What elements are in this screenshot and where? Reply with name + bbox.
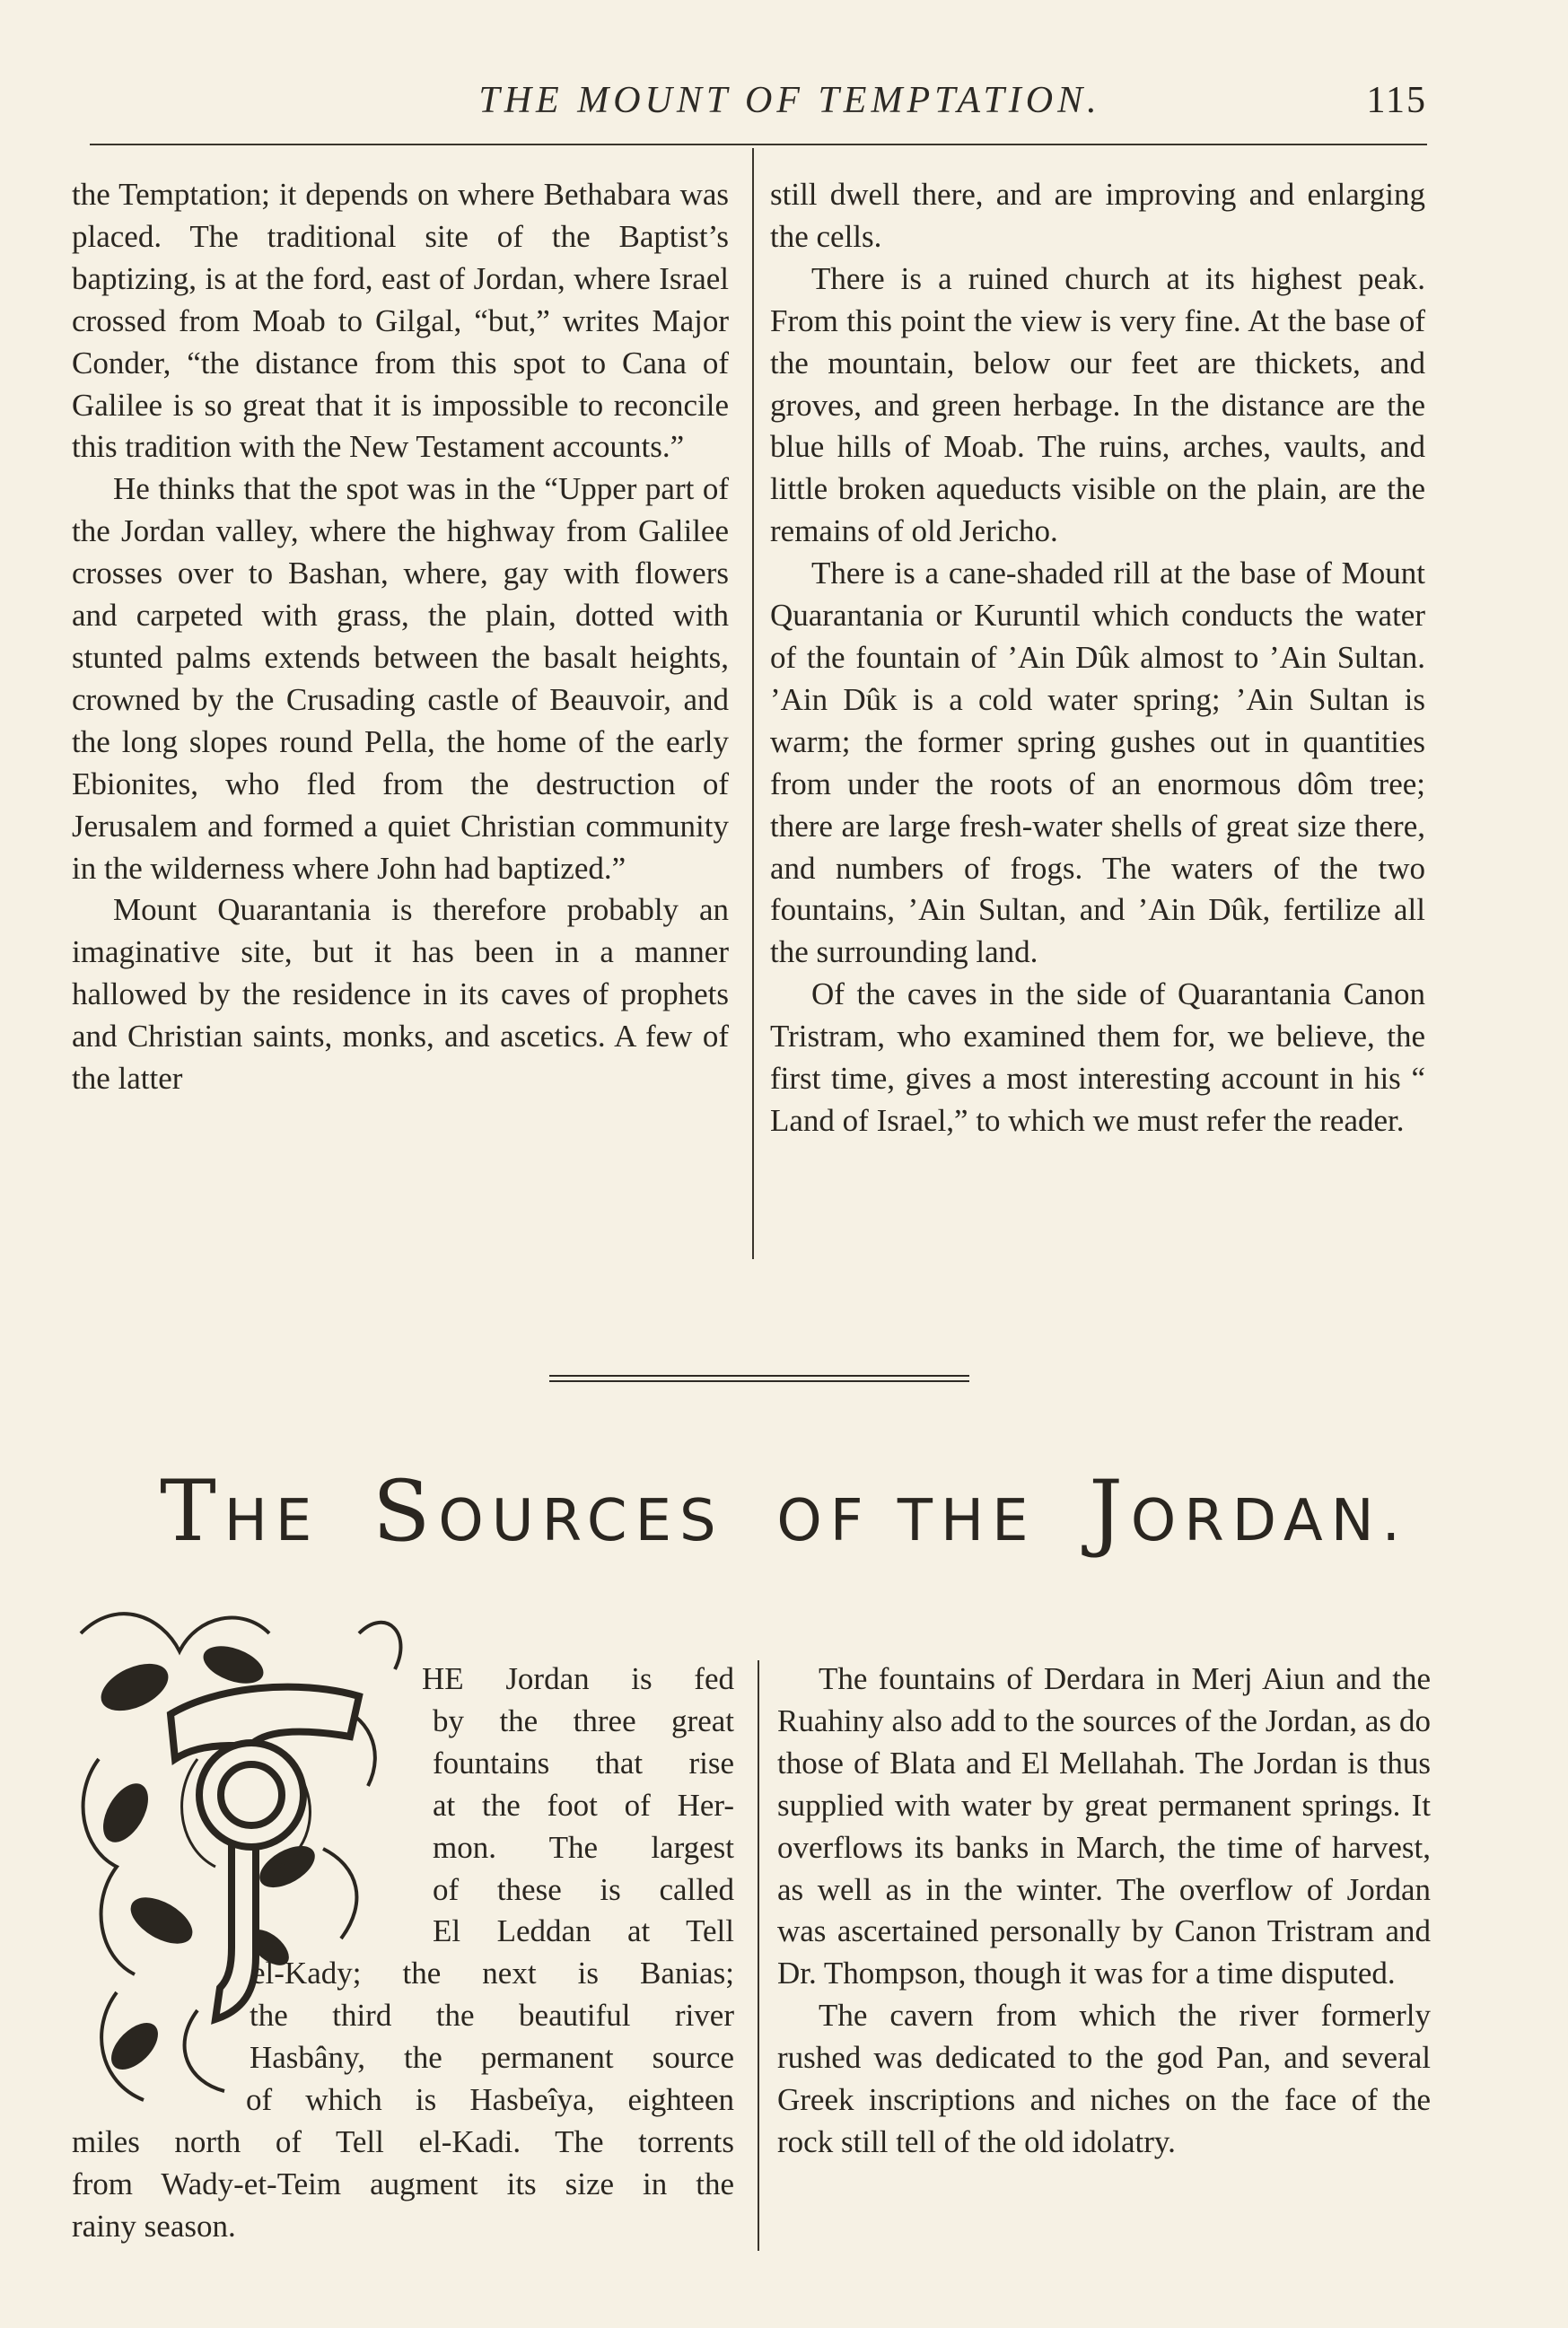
running-head <box>72 79 1436 133</box>
section-rule-bottom <box>549 1380 969 1382</box>
paragraph: He thinks that the spot was in the “Upper part of the Jordan valley, where the highway from Galilee crosses over to Bashan, where, gay with flowers and carpeted with grass, the plain, dotted with stunted palms extends between the basalt heights, crowned by the Crusading castle of Beauvoir, and the long slopes round Pella, the home of the early Ebionites, who fled from the destruction of Jerusalem and formed a quiet Christian community in the wilderness where John had baptized.” <box>72 471 729 886</box>
header-rule <box>90 144 1427 145</box>
paragraph: still dwell there, and are improving and enlarging the cells. <box>770 177 1425 254</box>
paragraph: Of the caves in the side of Quarantania Canon Tristram, who examined them for, we believe, the first time, gives a most interesting account in his “ Land of Israel,” to which we must refer the reader. <box>770 976 1425 1138</box>
heading-initial: J <box>1089 1463 1131 1561</box>
text-line: Hasbâny, the permanent source <box>250 2040 734 2076</box>
column-divider <box>752 148 754 1259</box>
text-line: el-Kady; the next is Banias; <box>251 1956 734 1991</box>
text-line: by the three great <box>433 1702 734 1738</box>
paragraph: There is a ruined church at its highest peak. From this point the view is very fine. At the base of the mountain, below our feet are thickets, and groves, and green herbage. In the distance are the blue hills of Moab. The ruins, arches, vaults, and little broken aqueducts visible on the plain, are the remains of old Jericho. <box>770 260 1425 549</box>
section-heading: THE SOURCES OF THE JORDAN. <box>160 1463 1408 1561</box>
running-title: THE MOUNT OF TEMPTATION. <box>478 80 1101 121</box>
text-line: of these is called <box>433 1871 734 1907</box>
text-line: HE Jordan is fed <box>422 1661 734 1696</box>
heading-initial: S <box>372 1463 439 1561</box>
paragraph: The cavern from which the river formerly rushed was dedicated to the god Pan, and several Greek inscriptions and niches on the face of the rock still tell of the old idolatry. <box>777 1998 1431 2159</box>
lower-right-column <box>777 1658 1431 2164</box>
column-divider <box>758 1660 759 2251</box>
text-line: mon. The largest <box>433 1829 734 1865</box>
text-line: miles north of Tell el-Kadi. The torrents <box>72 2123 734 2159</box>
lower-left-column <box>72 1658 734 2248</box>
section-rule-top <box>549 1375 969 1377</box>
paragraph: The fountains of Derdara in Merj Aiun and the Ruahiny also add to the sources of the Jordan, as do those of Blata and El Mellahah. The Jordan is thus supplied with water by great permanent springs. It overflows its banks in March, the time of harvest, as well as in the winter. The overflow of Jordan was ascertained personally by Canon Tristram and Dr. Thompson, though it was for a time disputed. <box>777 1661 1431 1991</box>
upper-left-column <box>72 174 729 1100</box>
paragraph: the Temptation; it depends on where Bethabara was placed. The traditional site of the Baptist’s baptizing, is at the ford, east of Jordan, where Israel crossed from Moab to Gilgal, “but,” writes Major Conder, “the distance from this spot to Cana of Galilee is so great that it is impossible to reconcile this tradition with the New Testament accounts.” <box>72 177 729 465</box>
heading-initial: T <box>160 1463 224 1561</box>
paragraph: Mount Quarantania is therefore probably an imaginative site, but it has been in a manner hallowed by the residence in its caves of prophets and Christian saints, monks, and ascetics. A few of the latter <box>72 892 729 1097</box>
text-line: rainy season. <box>72 2208 236 2244</box>
text-line: from Wady-et-Teim augment its size in the <box>72 2166 734 2201</box>
text-line: at the foot of Her- <box>433 1787 734 1823</box>
text-line: El Leddan at Tell <box>433 1913 734 1949</box>
text-line: the third the beautiful river <box>250 1998 734 2034</box>
upper-right-column <box>770 174 1425 1142</box>
page-number: 115 <box>1366 80 1427 121</box>
text-line: of which is Hasbeîya, eighteen <box>246 2082 734 2118</box>
text-line: fountains that rise <box>433 1745 734 1781</box>
paragraph: There is a cane-shaded rill at the base of Mount Quarantania or Kuruntil which conducts the water of the fountain of ’Ain Dûk almost to ’Ain Sultan. ’Ain Dûk is a cold water spring; ’Ain Sultan is warm; the former spring gushes out in quantities from under the roots of an enormous dôm tree; there are large fresh-water shells of great size there, and numbers of frogs. The waters of the two fountains, ’Ain Sultan, and ’Ain Dûk, fertilize all the surrounding land. <box>770 556 1425 970</box>
